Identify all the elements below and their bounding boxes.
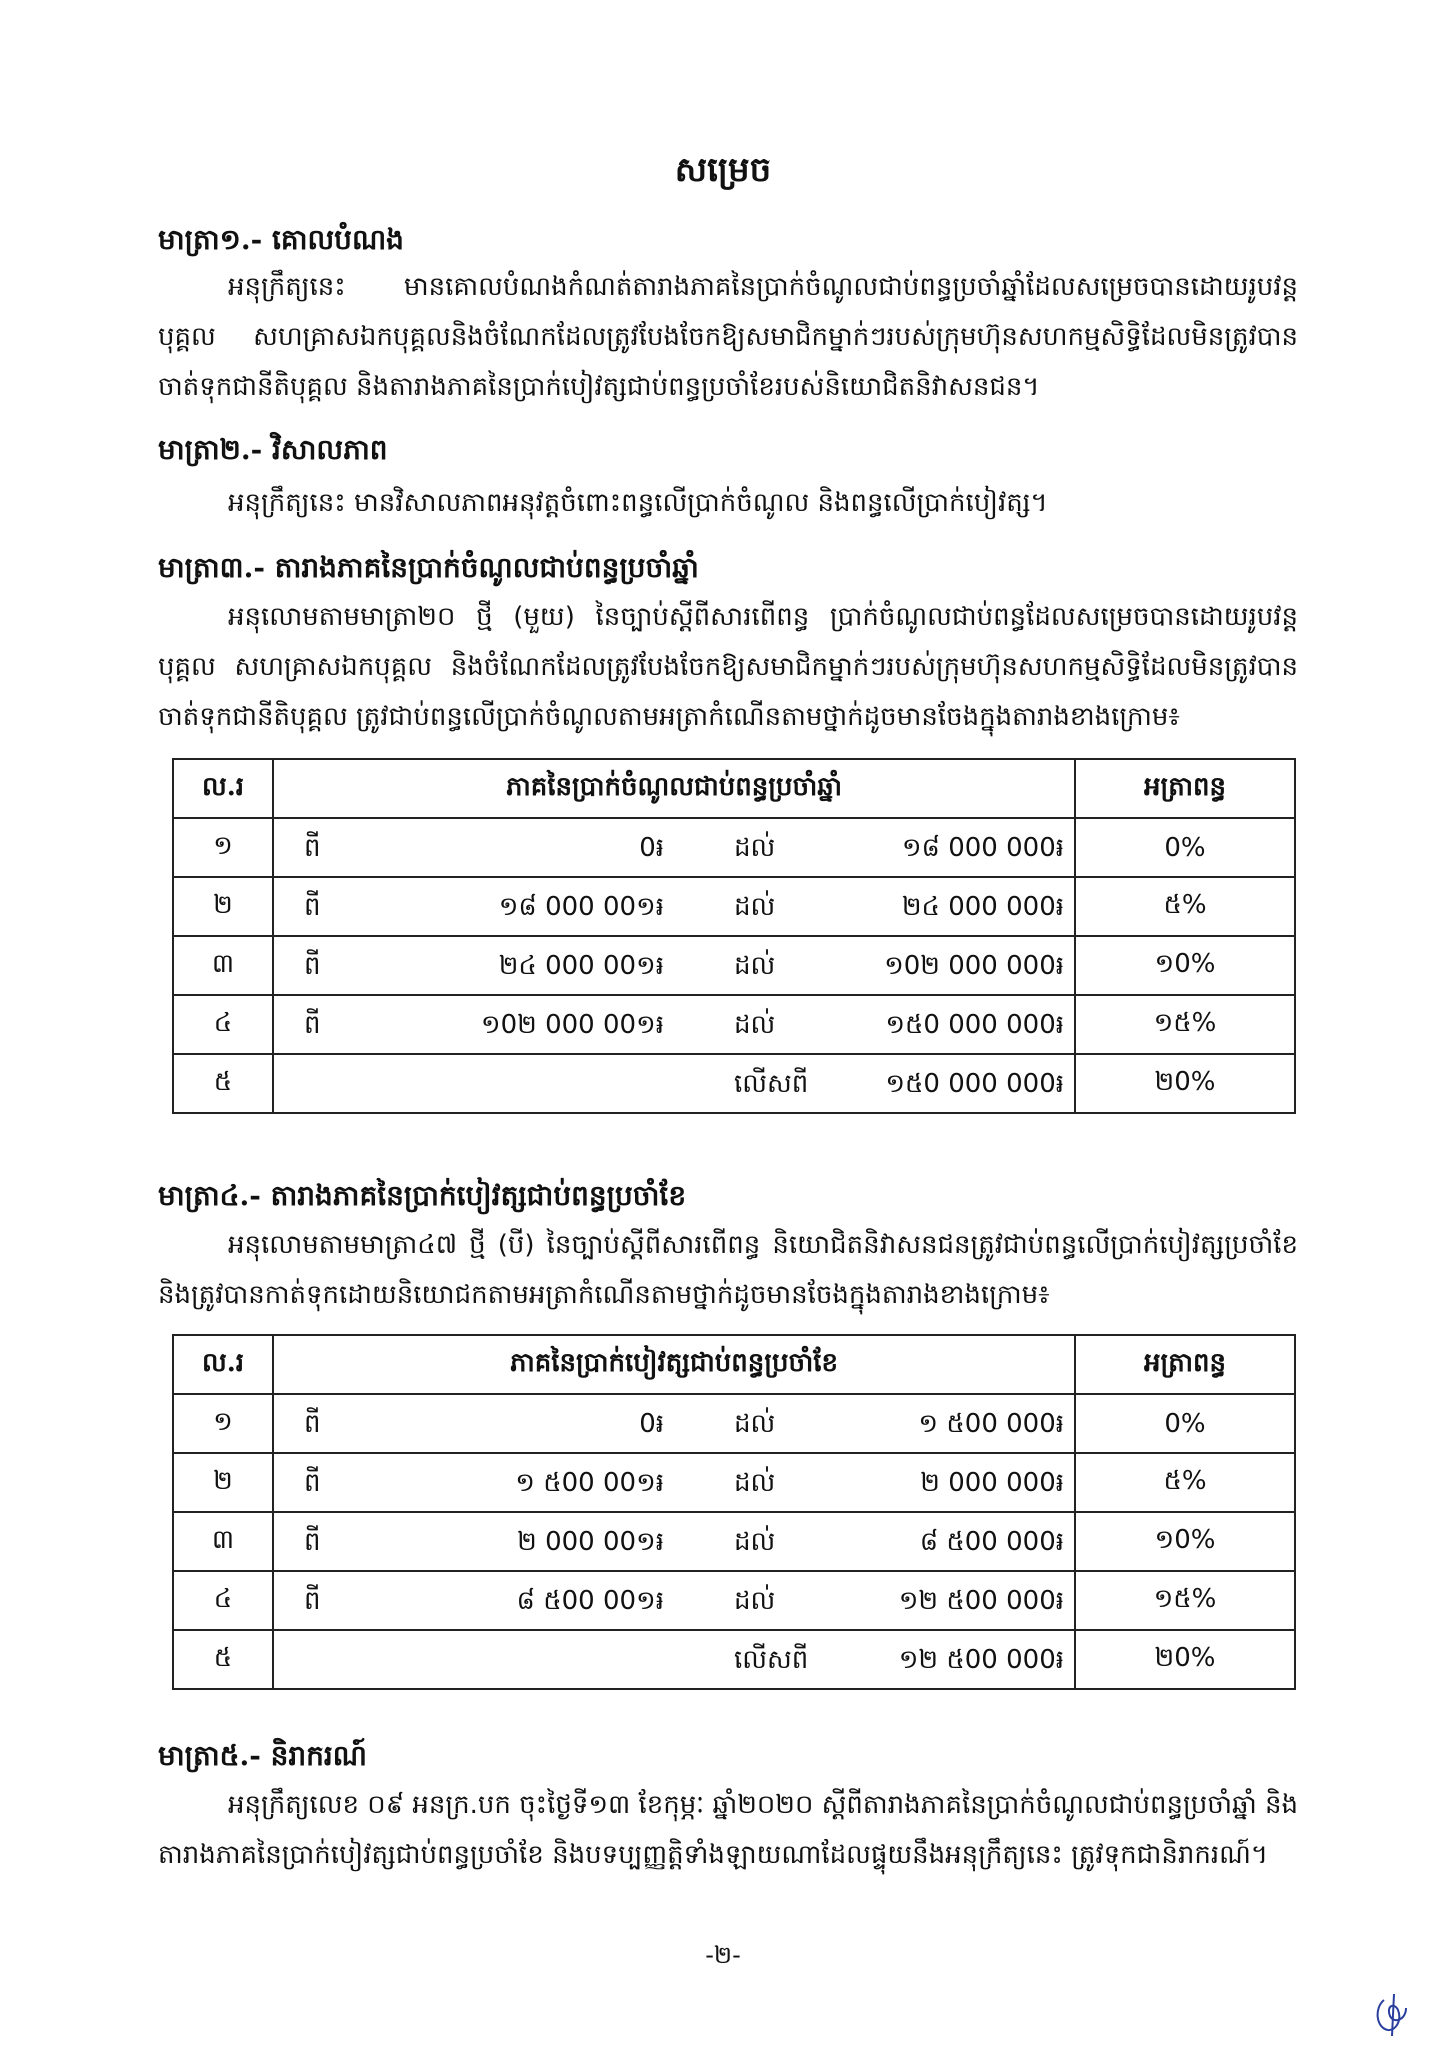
article-1-body: អនុក្រឹត្យនេះ មានគោលបំណងកំណត់តារាងភាគនៃប្រាក់ចំណូលជាប់ពន្ធប្រចាំឆ្នាំដែលសម្រេចបានដោយរូបវន្តបុគ្គល សហគ្រាសឯកបុគ្គលនិងចំណែកដែលត្រូវបែងចែកឱ្យសមាជិកម្នាក់ៗរបស់ក្រុមហ៊ុនសហកម្មសិទ្ធិដែលមិនត្រូវបានចាត់ទុកជានីតិបុគ្គល និងតារាងភាគនៃប្រាក់បៀវត្សជាប់ពន្ធប្រចាំខែរបស់និយោជិតនិវាសនជន។ (158, 272, 1298, 402)
row-no: ៣ (173, 1512, 273, 1571)
header-no: ល.រ (173, 759, 273, 818)
article-3-heading: មាត្រា៣.- តារាងភាគនៃប្រាក់ចំណូលជាប់ពន្ធប្រចាំឆ្នាំ (158, 551, 699, 584)
range-upper: ២ 000 000៛ (920, 1468, 1064, 1498)
header-no: ល.រ (173, 1335, 273, 1394)
article-3-text (158, 592, 1298, 742)
row-range (273, 1394, 1075, 1453)
row-range (273, 1512, 1075, 1571)
range-lower: ២៤ 000 00១៛ (498, 951, 664, 981)
row-no: ៥ (173, 1054, 273, 1113)
range-from-label: ពី (304, 892, 321, 922)
row-no: ១ (173, 818, 273, 877)
range-to-label: ដល់ (734, 892, 776, 922)
range-to-label: លើសពី (734, 1069, 809, 1099)
row-range (273, 1453, 1075, 1512)
article-5-text (158, 1780, 1298, 1880)
table-header-row (173, 759, 1295, 818)
table-row (173, 1453, 1295, 1512)
range-lower: ១៨ 000 00១៛ (498, 892, 664, 922)
article-1-text (158, 262, 1298, 412)
article-2-text (158, 478, 1298, 528)
table-row (173, 936, 1295, 995)
row-rate: 0% (1075, 1394, 1295, 1453)
row-rate: ១៥% (1075, 1571, 1295, 1630)
range-upper: ១៥0 000 000៛ (885, 1010, 1064, 1040)
table-row (173, 1571, 1295, 1630)
table-row (173, 1394, 1295, 1453)
row-no: ៤ (173, 995, 273, 1054)
range-lower: 0៛ (639, 1409, 664, 1439)
row-rate: ១0% (1075, 936, 1295, 995)
range-lower: ២ 000 00១៛ (517, 1527, 664, 1557)
range-to-label: ដល់ (734, 1409, 776, 1439)
range-upper: ១៥0 000 000៛ (885, 1069, 1064, 1099)
range-to-label: ដល់ (734, 951, 776, 981)
annual-income-tax-table (172, 758, 1296, 1114)
range-to-label: ដល់ (734, 833, 776, 863)
article-5-heading: មាត្រា៥.- និរាករណ៍ (158, 1739, 367, 1772)
range-upper: ១២ ៥00 000៛ (898, 1645, 1064, 1675)
range-lower: ១ ៥00 00១៛ (515, 1468, 664, 1498)
header-bracket: ភាគនៃប្រាក់ចំណូលជាប់ពន្ធប្រចាំឆ្នាំ (273, 759, 1075, 818)
row-rate: ១0% (1075, 1512, 1295, 1571)
row-no: ២ (173, 877, 273, 936)
article-4-heading: មាត្រា៤.- តារាងភាគនៃប្រាក់បៀវត្សជាប់ពន្ធប្រចាំខែ (158, 1179, 687, 1212)
document-title: សម្រេច (674, 150, 772, 190)
range-lower: 0៛ (639, 833, 664, 863)
row-no: ៥ (173, 1630, 273, 1689)
range-lower: ៨ ៥00 00១៛ (516, 1586, 664, 1616)
article-5-body: អនុក្រឹត្យលេខ ០៩ អនក្រ.បក ចុះថ្ងៃទី១៣ ខែកុម្ភៈ ឆ្នាំ២០២០ ស្តីពីតារាងភាគនៃប្រាក់ចំណូលជាប់ពន្ធប្រចាំឆ្នាំ និងតារាងភាគនៃប្រាក់បៀវត្សជាប់ពន្ធប្រចាំខែ និងបទប្បញ្ញត្តិទាំងឡាយណាដែលផ្ទុយនឹងអនុក្រឹត្យនេះ ត្រូវទុកជានិរាករណ៍។ (158, 1790, 1298, 1870)
range-from-label: ពី (304, 1010, 321, 1040)
table-row (173, 1512, 1295, 1571)
row-no: ២ (173, 1453, 273, 1512)
table-header-row (173, 1335, 1295, 1394)
range-upper: ១ ៥00 000៛ (918, 1409, 1064, 1439)
range-to-label: ដល់ (734, 1468, 776, 1498)
row-range (273, 995, 1075, 1054)
range-upper: ១៨ 000 000៛ (901, 833, 1064, 863)
page-number: -២- (705, 1941, 741, 1969)
article-1-heading: មាត្រា១.- គោលបំណង (158, 223, 404, 256)
handwritten-initials-icon (1372, 1990, 1412, 2038)
article-2-body: អនុក្រឹត្យនេះ មានវិសាលភាពអនុវត្តចំពោះពន្ធលើប្រាក់ចំណូល និងពន្ធលើប្រាក់បៀវត្ស។ (228, 488, 1048, 518)
row-range (273, 936, 1075, 995)
range-upper: ១២ ៥00 000៛ (898, 1586, 1064, 1616)
row-range (273, 1630, 1075, 1689)
range-upper: ១0២ 000 000៛ (884, 951, 1064, 981)
row-rate: ៥% (1075, 877, 1295, 936)
range-to-label: លើសពី (734, 1645, 809, 1675)
header-rate: អត្រាពន្ធ (1075, 1335, 1295, 1394)
article-4-text (158, 1220, 1298, 1320)
row-rate: ១៥% (1075, 995, 1295, 1054)
range-upper: ២៤ 000 000៛ (901, 892, 1064, 922)
range-to-label: ដល់ (734, 1586, 776, 1616)
row-rate: ២0% (1075, 1054, 1295, 1113)
table-row (173, 1054, 1295, 1113)
article-3-body: អនុលោមតាមមាត្រា២០ ថ្មី (មួយ) នៃច្បាប់ស្តីពីសារពើពន្ធ ប្រាក់ចំណូលជាប់ពន្ធដែលសម្រេចបានដោយរូបវន្តបុគ្គល សហគ្រាសឯកបុគ្គល និងចំណែកដែលត្រូវបែងចែកឱ្យសមាជិកម្នាក់ៗរបស់ក្រុមហ៊ុនសហកម្មសិទ្ធិដែលមិនត្រូវបានចាត់ទុកជានីតិបុគ្គល ត្រូវជាប់ពន្ធលើប្រាក់ចំណូលតាមអត្រាកំណើនតាមថ្នាក់ដូចមានចែងក្នុងតារាងខាងក្រោម៖ (158, 602, 1298, 732)
table-row (173, 818, 1295, 877)
range-lower: ១0២ 000 00១៛ (480, 1010, 664, 1040)
row-no: ៤ (173, 1571, 273, 1630)
row-range (273, 818, 1075, 877)
table-row (173, 995, 1295, 1054)
article-4-body: អនុលោមតាមមាត្រា៤៧ ថ្មី (បី) នៃច្បាប់ស្តីពីសារពើពន្ធ និយោជិតនិវាសនជនត្រូវជាប់ពន្ធលើប្រាក់បៀវត្សប្រចាំខែ និងត្រូវបានកាត់ទុកដោយនិយោជកតាមអត្រាកំណើនតាមថ្នាក់ដូចមានចែងក្នុងតារាងខាងក្រោម៖ (158, 1230, 1298, 1310)
range-from-label: ពី (304, 1468, 321, 1498)
range-to-label: ដល់ (734, 1527, 776, 1557)
header-bracket: ភាគនៃប្រាក់បៀវត្សជាប់ពន្ធប្រចាំខែ (273, 1335, 1075, 1394)
monthly-salary-tax-table (172, 1334, 1296, 1690)
table-row (173, 1630, 1295, 1689)
row-rate: 0% (1075, 818, 1295, 877)
range-from-label: ពី (304, 1586, 321, 1616)
article-2-heading: មាត្រា២.- វិសាលភាព (158, 433, 388, 466)
range-upper: ៨ ៥00 000៛ (919, 1527, 1064, 1557)
range-from-label: ពី (304, 833, 321, 863)
header-rate: អត្រាពន្ធ (1075, 759, 1295, 818)
range-to-label: ដល់ (734, 1010, 776, 1040)
row-rate: ៥% (1075, 1453, 1295, 1512)
range-from-label: ពី (304, 1409, 321, 1439)
row-rate: ២0% (1075, 1630, 1295, 1689)
row-no: ១ (173, 1394, 273, 1453)
range-from-label: ពី (304, 1527, 321, 1557)
range-from-label: ពី (304, 951, 321, 981)
table-row (173, 877, 1295, 936)
row-range (273, 877, 1075, 936)
row-range (273, 1571, 1075, 1630)
row-range (273, 1054, 1075, 1113)
row-no: ៣ (173, 936, 273, 995)
